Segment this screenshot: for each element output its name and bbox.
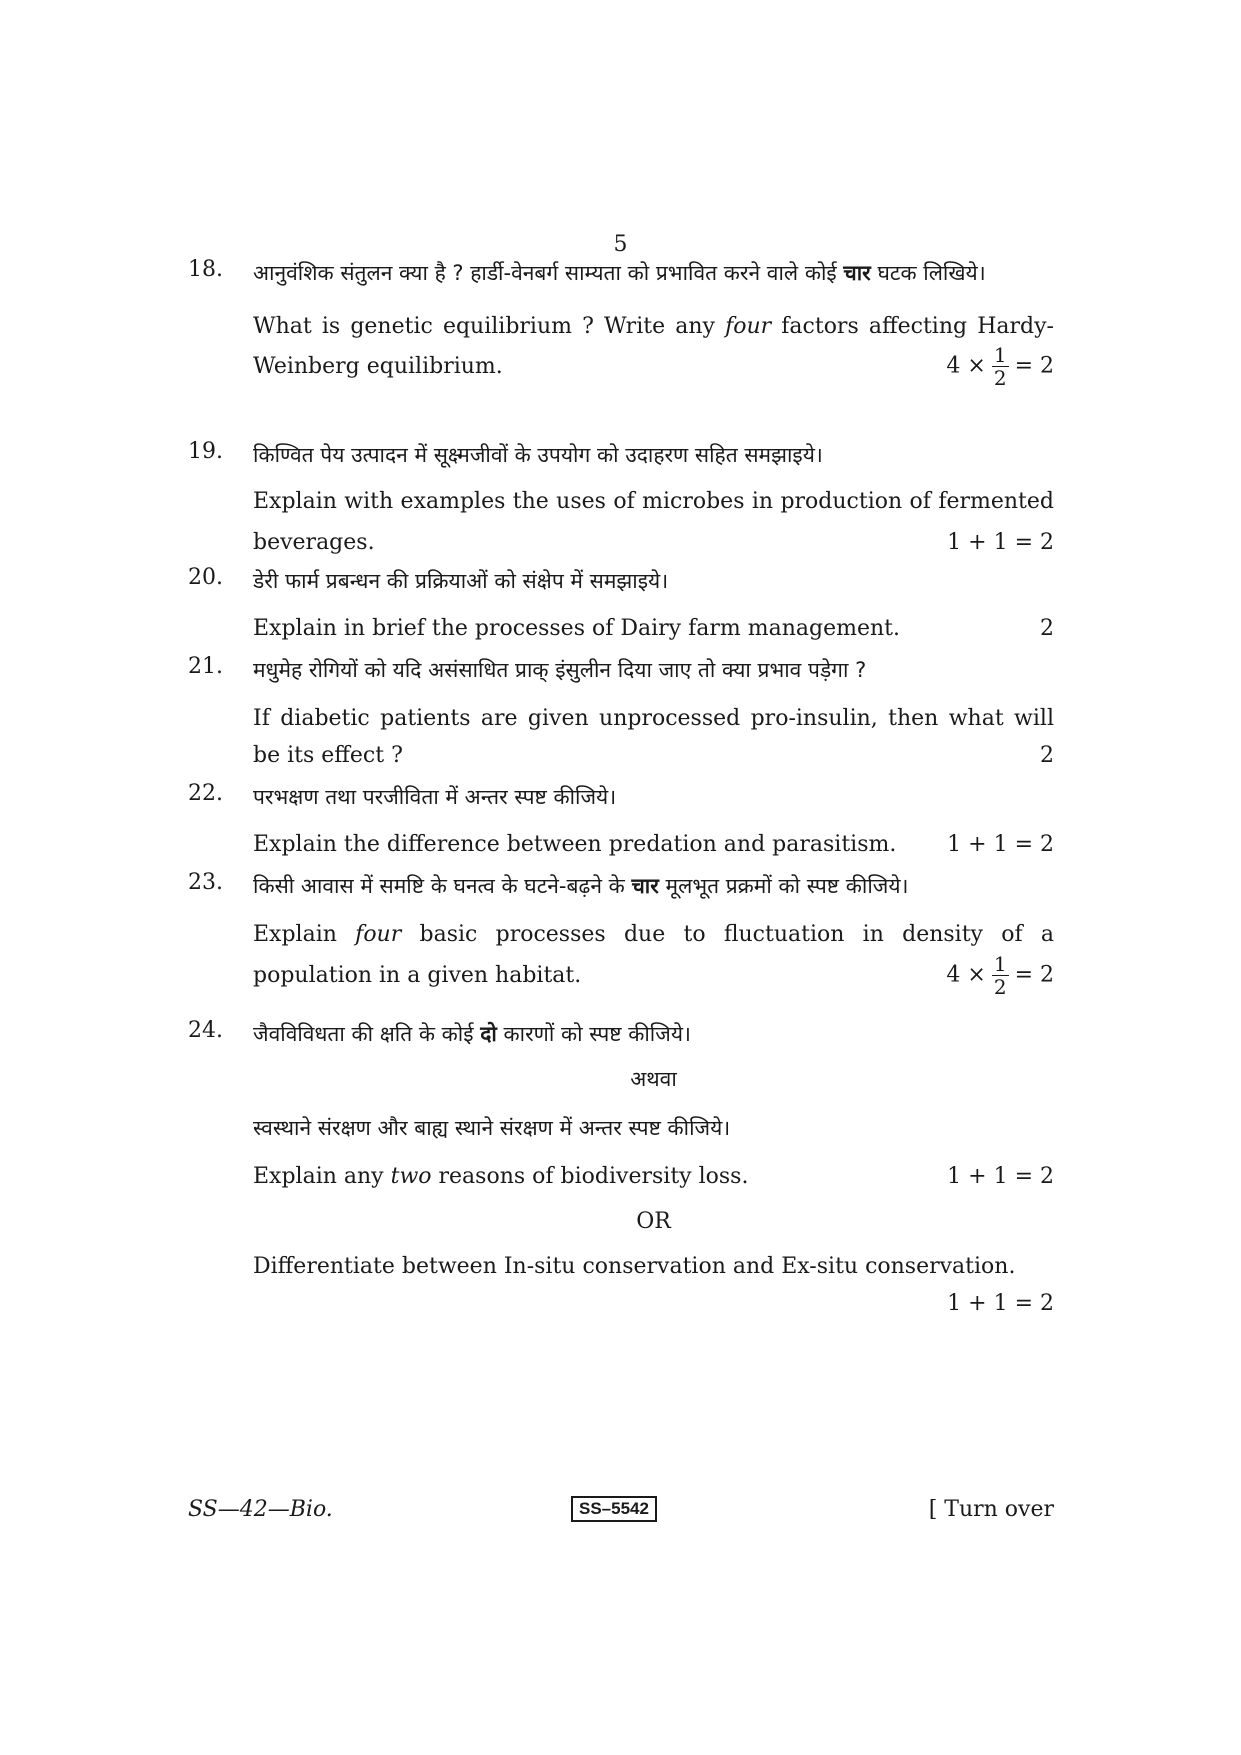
question-number: 22. <box>188 781 223 806</box>
question-number: 19. <box>188 439 223 464</box>
english-or-separator: OR <box>636 1209 671 1234</box>
english-question-text: Explain in brief the processes of Dairy farm management. <box>253 616 900 641</box>
marks: 4 × $\frac{1}{2}$ = 2 <box>946 951 1054 999</box>
paper-code: SS—42—Bio. <box>188 1497 333 1522</box>
alternative-marks: 1 + 1 = 2 <box>947 1291 1054 1316</box>
hindi-question-text: किसी आवास में समष्टि के घनत्व के घटने-बढ़ने के चार मूलभूत प्रक्रमों को स्पष्ट कीजिये। <box>253 874 909 898</box>
hindi-question-text: परभक्षण तथा परजीविता में अन्तर स्पष्ट कीजिये। <box>253 785 617 809</box>
question-body <box>253 560 1054 649</box>
question-number: 24. <box>188 1018 223 1043</box>
question-number: 18. <box>188 257 223 282</box>
english-question-line-2: population in a given habitat. <box>253 962 582 988</box>
english-question-line-1: Explain four basic processes due to fluctuation in density of a <box>253 922 1055 947</box>
question-body <box>253 865 1054 998</box>
hindi-or-separator: अथवा <box>630 1067 677 1091</box>
marks: 1 + 1 = 2 <box>947 832 1054 857</box>
english-question-line-1: Explain with examples the uses of microbes in production of fermented <box>253 489 1054 514</box>
english-question-text: Explain any two reasons of biodiversity loss. <box>253 1164 749 1189</box>
question-body <box>253 776 1054 865</box>
hindi-alternative-question: स्वस्थाने संरक्षण और बाह्य स्थाने संरक्षण में अन्तर स्पष्ट कीजिये। <box>253 1116 731 1140</box>
question-body <box>253 649 1054 776</box>
page-number: 5 <box>613 232 628 257</box>
english-question-line-1: If diabetic patients are given unprocessed pro-insulin, then what will <box>253 706 1054 731</box>
english-question-line-2: beverages. <box>253 530 375 555</box>
question-number: 23. <box>188 870 223 895</box>
question-body <box>253 1013 1054 1324</box>
hindi-question-text: जैवविविधता की क्षति के कोई दो कारणों को स्पष्ट कीजिये। <box>253 1022 691 1046</box>
english-question-line-2: be its effect ? <box>253 743 403 768</box>
marks: 1 + 1 = 2 <box>947 1164 1054 1189</box>
question-number: 20. <box>188 565 223 590</box>
series-code-box: SS–5542 <box>571 1496 657 1522</box>
turn-over-note: [ Turn over <box>928 1497 1054 1522</box>
question-body <box>253 434 1054 563</box>
marks: 1 + 1 = 2 <box>947 530 1054 555</box>
hindi-question-text: मधुमेह रोगियों को यदि असंसाधित प्राक् इंसुलीन दिया जाए तो क्या प्रभाव पड़ेगा ? <box>253 658 867 682</box>
english-question-text: Explain the difference between predation and parasitism. <box>253 832 897 857</box>
marks: 2 <box>1040 616 1054 641</box>
hindi-question-text: आनुवंशिक संतुलन क्या है ? हार्डी-वेनबर्ग साम्यता को प्रभावित करने वाले कोई चार घटक लिखिये। <box>253 261 986 285</box>
english-alternative-question: Differentiate between In-situ conservation and Ex-situ conservation. <box>253 1254 1016 1279</box>
marks: 4 × $\frac{1}{2}$ = 2 <box>946 342 1054 390</box>
question-number: 21. <box>188 654 223 679</box>
english-question-line-1: What is genetic equilibrium ? Write any four factors affecting Hardy- <box>253 314 1054 339</box>
hindi-question-text: डेरी फार्म प्रबन्धन की प्रक्रियाओं को संक्षेप में समझाइये। <box>253 569 669 593</box>
marks: 2 <box>1040 743 1054 768</box>
question-body <box>253 252 1054 388</box>
english-question-line-2: Weinberg equilibrium. <box>253 353 503 379</box>
hindi-question-text: किण्वित पेय उत्पादन में सूक्ष्मजीवों के उपयोग को उदाहरण सहित समझाइये। <box>253 443 823 467</box>
